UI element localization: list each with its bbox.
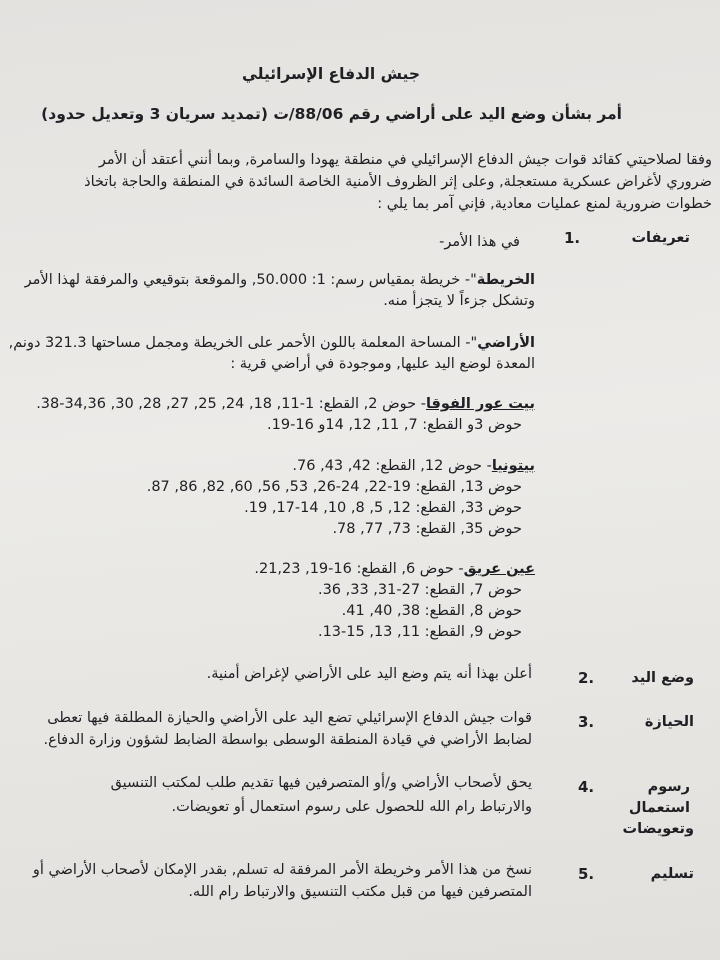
section-5-number: 5. <box>578 865 595 883</box>
village-2-parcels-1: - حوض 12, القطع: 42, 43, 76. <box>292 458 492 474</box>
village-2-name: بيتونيا <box>491 458 535 474</box>
section-2-text: أعلن بهذا أنه يتم وضع اليد على الأراضي لإغراض أمنية. <box>206 666 532 682</box>
section-2-heading: وضع اليد <box>631 670 694 686</box>
map-definition-text: "- خريطة بمقياس رسم: 1: 50.000, والموقعة بتوقيعي والمرفقة لهذا الأمر <box>24 272 477 288</box>
section-2-number: 2. <box>578 669 595 687</box>
village-3-name: عين عريق <box>463 561 535 577</box>
land-term: الأراضي <box>477 335 535 351</box>
village-2-parcels-4: حوض 35, القطع: 73, 77, 78. <box>332 521 522 537</box>
village-3-parcels-2: حوض 7, القطع: 27-31, 33, 36. <box>317 582 522 598</box>
land-definition-text: "- المساحة المعلمة باللون الأحمر على الخريطة ومجمل مساحتها 321.3 دونم, <box>8 335 478 351</box>
section-5-line-1: نسخ من هذا الأمر وخريطة الأمر المرفقة له تسلم, بقدر الإمكان لأصحاب الأراضي أو <box>32 862 532 878</box>
section-3-heading: الحيازة <box>644 714 694 730</box>
village-2-line-1 <box>292 456 535 476</box>
village-3-line-1 <box>254 559 535 579</box>
map-definition-line-1 <box>25 270 535 290</box>
intro-line-3: خطوات ضرورية لمنع عمليات معادية, فإني آمر بما يلي : <box>377 196 712 212</box>
document-title: جيش الدفاع الإسرائيلي <box>241 65 420 83</box>
intro-line-1: وفقا لصلاحيتي كقائد قوات جيش الدفاع الإسرائيلي في منطقة يهودا والسامرة, وبما أنني أعتقد أن الأمر <box>98 152 712 168</box>
map-definition-line-2: وتشكل جزءاً لا يتجزأ منه. <box>383 293 535 309</box>
section-4-heading-3: وتعويضات <box>622 821 694 837</box>
section-4-line-2: والارتباط رام الله للحصول على رسوم استعمال أو تعويضات. <box>171 799 532 815</box>
village-3-parcels-3: حوض 8, القطع: 38, 40, 41. <box>341 603 522 619</box>
section-1-heading: تعريفات <box>631 230 690 246</box>
section-5-heading: تسليم <box>650 866 694 882</box>
section-4-heading-1: رسوم <box>647 779 690 795</box>
village-1-parcels-2: حوض 3و القطع: 7, 11, 12, 14و 16-19. <box>267 417 522 433</box>
village-2-parcels-3: حوض 33, القطع: 12, 5, 8, 10, 14-17, 19. <box>244 500 522 516</box>
document-subtitle: أمر بشأن وضع اليد على أراضي رقم 88/06/ت (تمديد سريان 3 وتعديل حدود) <box>41 105 622 123</box>
land-definition-line-1 <box>9 333 535 353</box>
map-term: الخريطة <box>476 272 535 288</box>
section-4-line-1: يحق لأصحاب الأراضي و/أو المتصرفين فيها تقديم طلب لمكتب التنسيق <box>110 775 532 791</box>
section-3-line-1: قوات جيش الدفاع الإسرائيلي تضع اليد على الأراضي والحيازة المطلقة فيها تعطى <box>47 710 532 726</box>
section-1-number: 1. <box>564 229 581 247</box>
village-3-parcels-1: - حوض 6, القطع: 16-19, 21,23. <box>254 561 464 577</box>
section-3-line-2: لضابط الأراضي في قيادة المنطقة الوسطى بواسطة الضابط لشؤون وزارة الدفاع. <box>43 732 532 748</box>
section-5-line-2: المتصرفين فيها من قبل مكتب التنسيق والارتباط رام الله. <box>188 884 532 900</box>
intro-line-2: ضروري لأغراض عسكرية مستعجلة, وعلى إثر الظروف الأمنية الخاصة السائدة في المنطقة والحاجة باتخاذ <box>84 174 712 190</box>
section-1-intro: في هذا الأمر- <box>439 234 520 250</box>
village-2-parcels-2: حوض 13, القطع: 19-22, 24-26, 53, 56, 60, 82, 86, 87. <box>146 479 522 495</box>
land-definition-line-2: المعدة لوضع اليد عليها, وموجودة في أراضي قرية : <box>230 356 535 372</box>
section-4-number: 4. <box>578 778 595 796</box>
section-4-heading-2: استعمال <box>628 800 690 816</box>
village-1-line-1 <box>36 394 535 414</box>
village-1-name: بيت عور الفوقا <box>425 396 535 412</box>
section-3-number: 3. <box>578 713 595 731</box>
village-3-parcels-4: حوض 9, القطع: 11, 13, 15-13. <box>317 624 522 640</box>
village-1-parcels-1: - حوض 2, القطع: 1-11, 18, 24, 25, 27, 28, 30, 34,36-38. <box>36 396 426 412</box>
